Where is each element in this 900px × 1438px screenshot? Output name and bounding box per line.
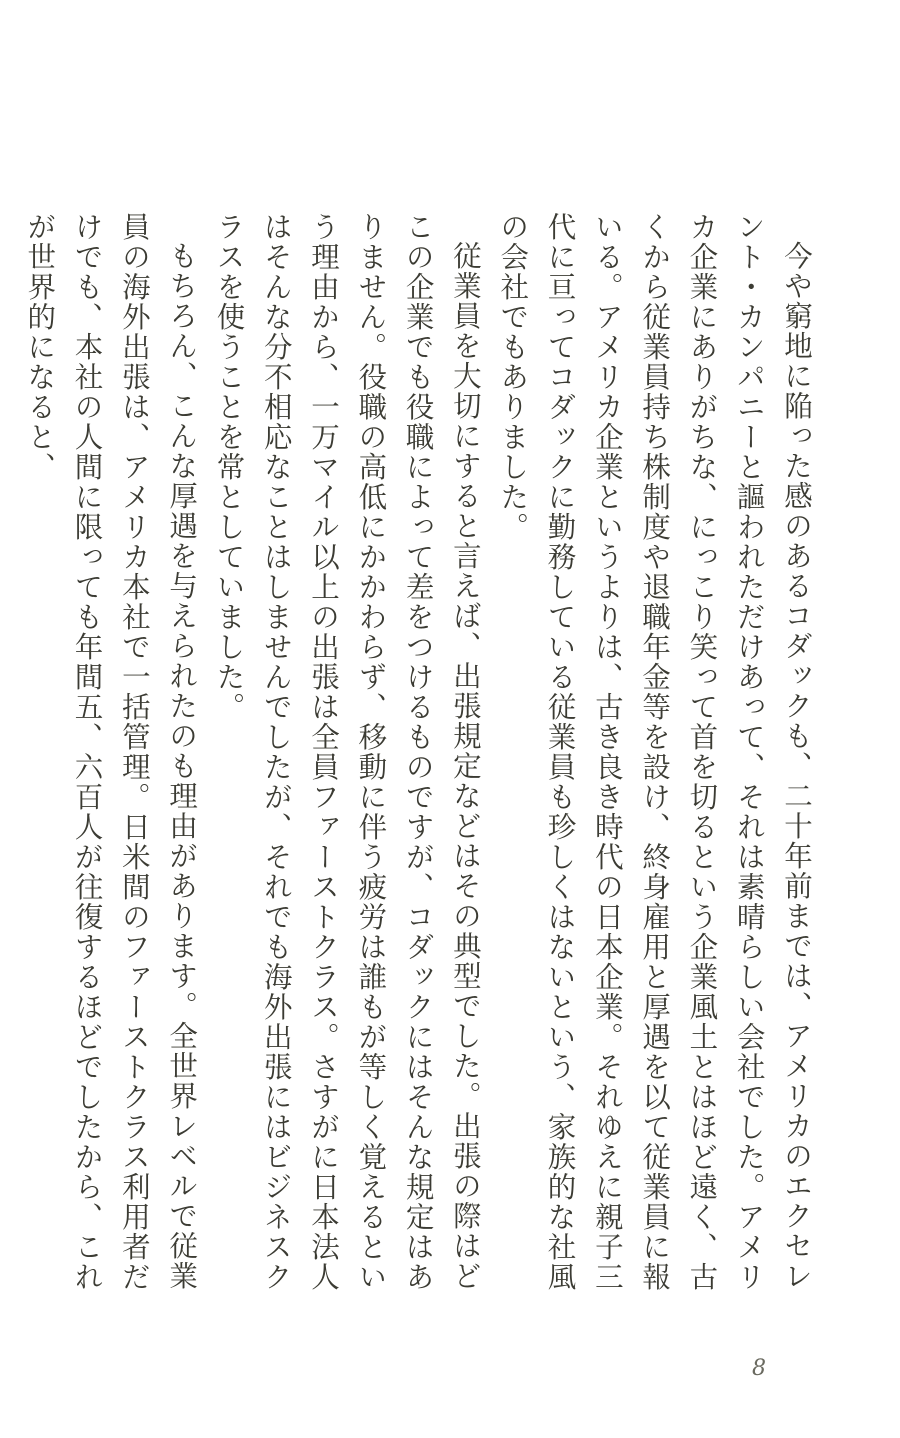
paragraph: もちろん、こんな厚遇を与えられたのも理由があります。全世界レベルで従業員の海外出張は、アメリカ本社で一括管理。日米間のファーストクラス利用者だけでも、本社の人間に限っても年間五、六百人が往復するほどでしたから、これが世界的になると、 [23,212,199,1292]
paragraph: 今や窮地に陥った感のあるコダックも、二十年前までは、アメリカのエクセレント・カンパニーと謳われただけあって、それは素晴らしい会社でした。アメリカ企業にありがちな、にっこり笑って首を切るという企業風土とはほど遠く、古くから従業員持ち株制度や退職年金等を設け、終身雇用と厚遇を以て従業員に報いる。アメリカ企業というよりは、古き良き時代の日本企業。それゆえに親子三代に亘ってコダックに勤務している従業員も珍しくはないという、家族的な社風の会社でもありました。 [496,212,813,1292]
body-text [23,212,820,1312]
page-number: 8 [752,1356,766,1381]
paragraph: 従業員を大切にすると言えば、出張規定などはその典型でした。出張の際はどこの企業でも役職によって差をつけるものですが、コダックにはそんな規定はありません。役職の高低にかかわらず、移動に伴う疲労は誰もが等しく覚えるという理由から、一万マイル以上の出張は全員ファーストクラス。さすがに日本法人はそんな分不相応なことはしませんでしたが、それでも海外出張にはビジネスクラスを使うことを常としていました。 [212,212,482,1292]
